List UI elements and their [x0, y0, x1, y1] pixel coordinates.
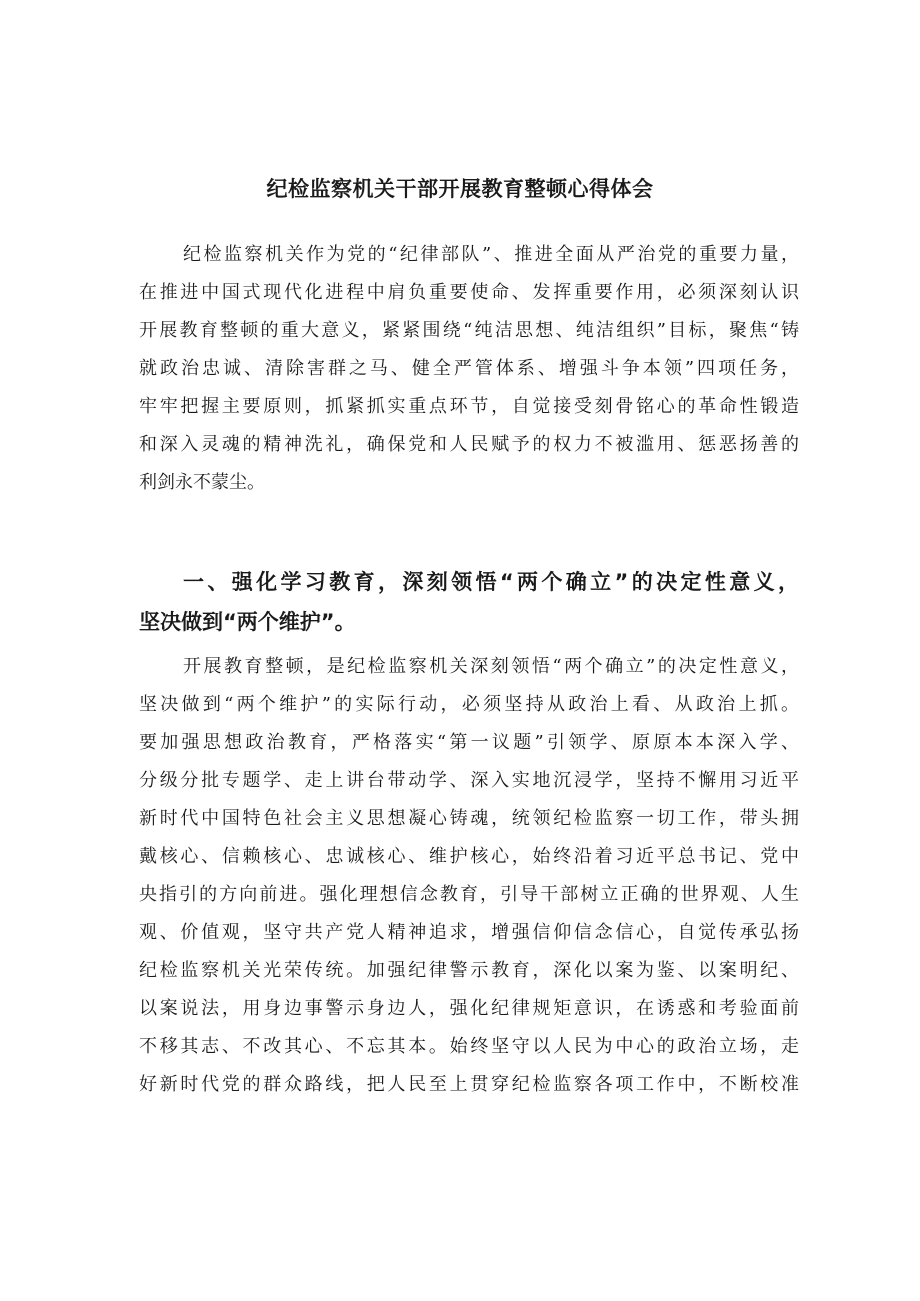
body-line: 坚决做到“两个维护”的实际行动，必须坚持从政治上看、从政治上抓。	[139, 694, 799, 715]
intro-line: 和深入灵魂的精神洗礼，确保党和人民赋予的权力不被滥用、惩恶扬善的	[139, 434, 799, 455]
section-heading-line: 一、强化学习教育，深刻领悟“两个确立”的决定性意义，	[183, 570, 799, 594]
intro-line: 利剑永不蒙尘。	[139, 472, 265, 493]
body-line: 要加强思想政治教育，严格落实“第一议题”引领学、原原本本深入学、	[139, 732, 799, 753]
body-line: 开展教育整顿，是纪检监察机关深刻领悟“两个确立”的决定性意义，	[183, 656, 799, 677]
body-line: 新时代中国特色社会主义思想凝心铸魂，统领纪检监察一切工作，带头拥	[139, 808, 799, 829]
body-line: 好新时代党的群众路线，把人民至上贯穿纪检监察各项工作中，不断校准	[139, 1074, 799, 1095]
body-line: 纪检监察机关光荣传统。加强纪律警示教育，深化以案为鉴、以案明纪、	[139, 960, 799, 981]
intro-line: 纪检监察机关作为党的“纪律部队”、推进全面从严治党的重要力量，	[183, 244, 799, 265]
body-line: 以案说法，用身边事警示身边人，强化纪律规矩意识，在诱惑和考验面前	[139, 998, 799, 1019]
intro-paragraph	[139, 236, 799, 502]
body-line: 戴核心、信赖核心、忠诚核心、维护核心，始终沿着习近平总书记、党中	[139, 846, 799, 867]
body-line: 观、价值观，坚守共产党人精神追求，增强信仰信念信心，自觉传承弘扬	[139, 922, 799, 943]
body-line: 央指引的方向前进。强化理想信念教育，引导干部树立正确的世界观、人生	[139, 884, 799, 905]
intro-line: 牢牢把握主要原则，抓紧抓实重点环节，自觉接受刻骨铭心的革命性锻造	[139, 396, 799, 417]
section-heading-line: 坚决做到“两个维护”。	[139, 610, 356, 634]
section-1-heading	[139, 562, 799, 642]
section-1-body	[139, 648, 799, 1104]
document-title: 纪检监察机关干部开展教育整顿心得体会	[266, 177, 654, 201]
intro-line: 就政治忠诚、清除害群之马、健全严管体系、增强斗争本领”四项任务，	[139, 358, 799, 379]
body-line: 分级分批专题学、走上讲台带动学、深入实地沉浸学，坚持不懈用习近平	[139, 770, 799, 791]
intro-line: 开展教育整顿的重大意义，紧紧围绕“纯洁思想、纯洁组织”目标，聚焦“铸	[139, 320, 799, 341]
intro-line: 在推进中国式现代化进程中肩负重要使命、发挥重要作用，必须深刻认识	[139, 282, 799, 303]
body-line: 不移其志、不改其心、不忘其本。始终坚守以人民为中心的政治立场，走	[139, 1036, 799, 1057]
